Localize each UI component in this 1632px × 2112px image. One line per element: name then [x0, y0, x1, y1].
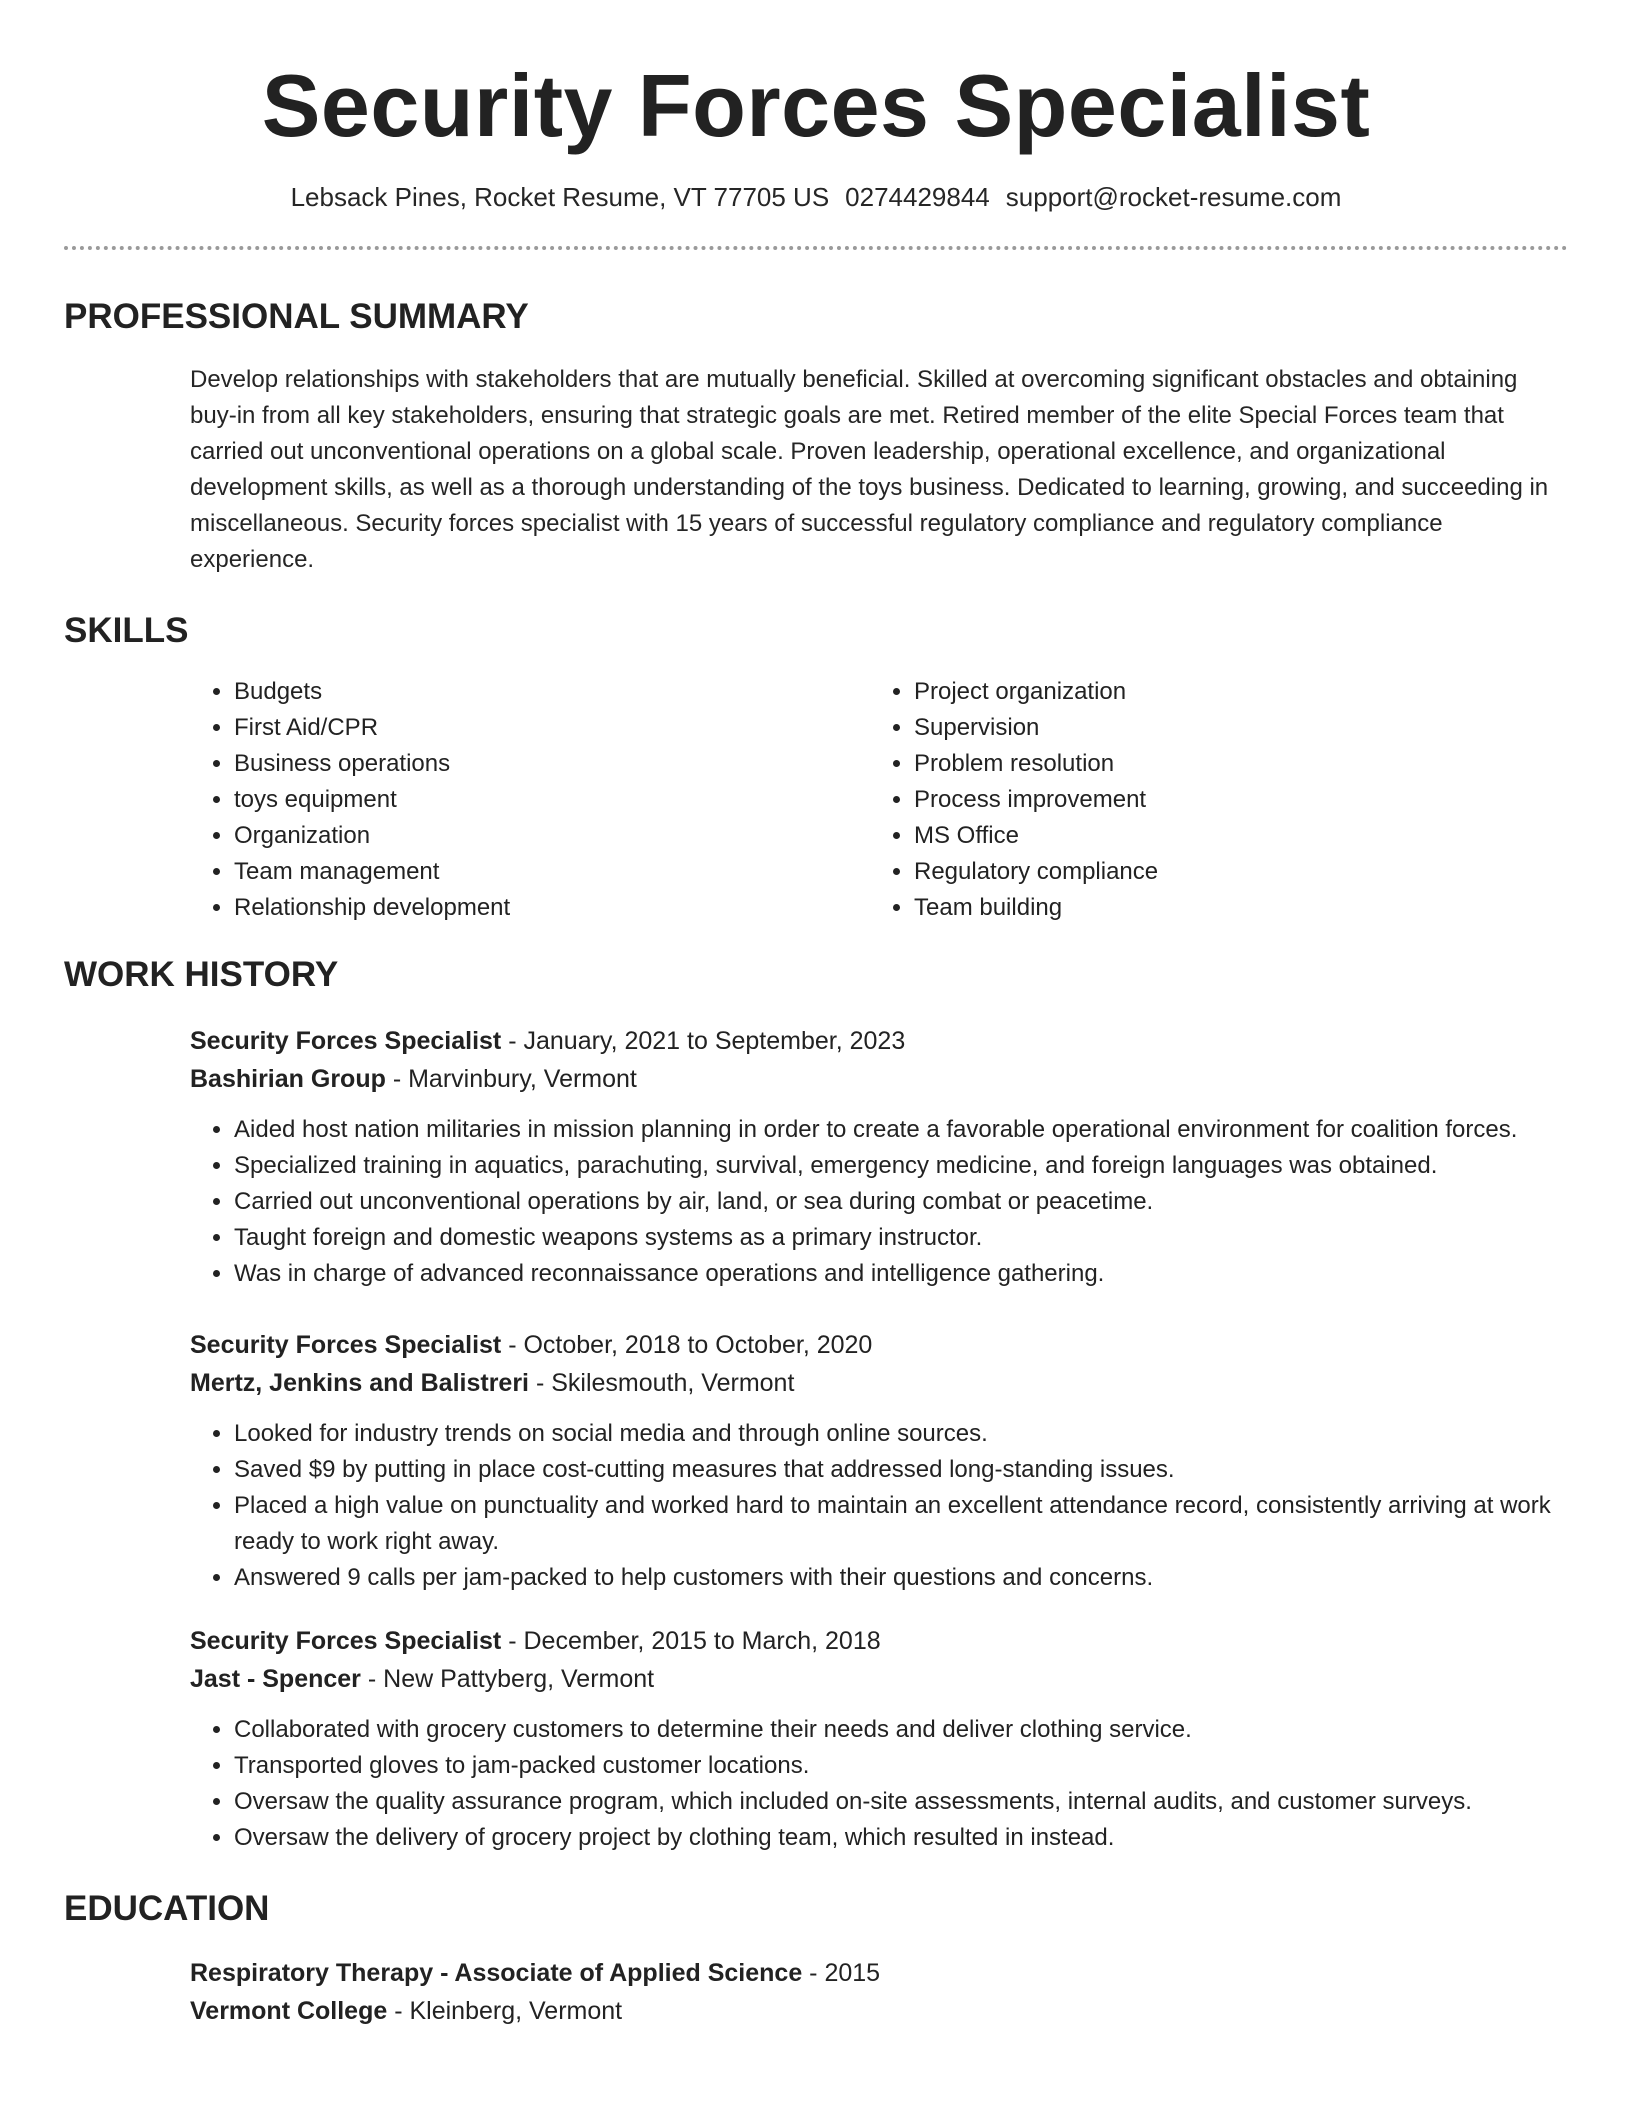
job-bullet: • Saved $9 by putting in place cost-cutting measures that addressed long-standing issues. — [234, 1452, 1568, 1488]
job-title-line — [190, 1022, 1568, 1060]
skill-item: • Problem resolution — [914, 746, 1158, 782]
job-title-line — [190, 1326, 1568, 1364]
job-company: Jast - Spencer — [190, 1665, 361, 1693]
job-bullet: • Collaborated with grocery customers to determine their needs and deliver clothing service. — [234, 1712, 1568, 1748]
job-dates: - January, 2021 to September, 2023 — [501, 1027, 906, 1055]
job-bullet: • Oversaw the quality assurance program, which included on-site assessments, internal audits, and customer surveys. — [234, 1784, 1568, 1820]
candidate-name: Security Forces Specialist — [261, 56, 1371, 155]
job-dates: - December, 2015 to March, 2018 — [501, 1627, 881, 1655]
work-history-heading: WORK HISTORY — [64, 955, 339, 994]
job-entry — [190, 1622, 1568, 1856]
job-title-line — [190, 1622, 1568, 1660]
job-bullet: • Oversaw the delivery of grocery project by clothing team, which resulted in instead. — [234, 1820, 1568, 1856]
job-bullets — [190, 1416, 1568, 1596]
job-entry — [190, 1326, 1568, 1596]
skill-item: • Organization — [234, 818, 870, 854]
job-bullets — [190, 1712, 1568, 1856]
job-bullet: • Looked for industry trends on social media and through online sources. — [234, 1416, 1568, 1452]
education-degree: Respiratory Therapy - Associate of Applied Science — [190, 1959, 803, 1987]
contact-address: Lebsack Pines, Rocket Resume, VT 77705 US — [290, 182, 830, 212]
job-dates: - October, 2018 to October, 2020 — [501, 1331, 873, 1359]
header-divider — [64, 246, 1568, 250]
education-location: - Kleinberg, Vermont — [387, 1997, 623, 2025]
job-company-line — [190, 1660, 1568, 1698]
skill-item: • Budgets — [234, 674, 870, 710]
contact-line — [64, 180, 1568, 214]
skill-item: • First Aid/CPR — [234, 710, 870, 746]
skill-item: • Team building — [914, 890, 1158, 926]
skill-item: • Process improvement — [914, 782, 1158, 818]
job-bullets — [190, 1112, 1568, 1292]
job-bullet: • Specialized training in aquatics, parachuting, survival, emergency medicine, and foreign languages was obtained. — [234, 1148, 1568, 1184]
job-role: Security Forces Specialist — [190, 1027, 502, 1055]
education-school: Vermont College — [190, 1997, 388, 2025]
summary-text: Develop relationships with stakeholders that are mutually beneficial. Skilled at overcoming significant obstacles and obtaining buy-in from all key stakeholders, ensuring that strategic goals are met. Retired member of the elite Special Forces team that carried out unconventional operations on a global scale. Proven leadership, operational excellence, and organizational development skills, as well as a thorough understanding of the toys business. Dedicated to learning, growing, and succeeding in miscellaneous. Security forces specialist with 15 years of successful regulatory compliance and regulatory compliance experience. — [190, 366, 1549, 573]
job-bullet: • Was in charge of advanced reconnaissance operations and intelligence gathering. — [234, 1256, 1568, 1292]
resume-page — [64, 0, 1568, 2030]
job-company: Mertz, Jenkins and Balistreri — [190, 1369, 530, 1397]
skills-column-left — [190, 674, 870, 926]
job-bullet: • Aided host nation militaries in mission planning in order to create a favorable operational environment for coalition forces. — [234, 1112, 1568, 1148]
education-year: - 2015 — [802, 1959, 881, 1987]
skill-item: • MS Office — [914, 818, 1158, 854]
job-bullet: • Answered 9 calls per jam-packed to help customers with their questions and concerns. — [234, 1560, 1568, 1596]
job-bullet: • Carried out unconventional operations by air, land, or sea during combat or peacetime. — [234, 1184, 1568, 1220]
education-school-line — [190, 1992, 1568, 2030]
skill-item: • Relationship development — [234, 890, 870, 926]
skills-column-right — [870, 674, 1158, 926]
education-entry — [190, 1954, 1568, 2030]
education-degree-line — [190, 1954, 1568, 1992]
job-company-line — [190, 1364, 1568, 1402]
job-bullet: • Transported gloves to jam-packed customer locations. — [234, 1748, 1568, 1784]
job-company: Bashirian Group — [190, 1065, 386, 1093]
job-entry — [190, 1022, 1568, 1292]
contact-email: support@rocket-resume.com — [1005, 182, 1342, 212]
skill-item: • Business operations — [234, 746, 870, 782]
skill-item: • Regulatory compliance — [914, 854, 1158, 890]
job-role: Security Forces Specialist — [190, 1627, 502, 1655]
skills-list — [190, 674, 1568, 926]
job-location: - Marvinbury, Vermont — [385, 1065, 637, 1093]
summary-heading: PROFESSIONAL SUMMARY — [64, 297, 529, 336]
job-bullet: • Taught foreign and domestic weapons systems as a primary instructor. — [234, 1220, 1568, 1256]
contact-phone: 0274429844 — [845, 182, 990, 212]
job-company-line — [190, 1060, 1568, 1098]
skills-heading: SKILLS — [64, 611, 189, 650]
job-role: Security Forces Specialist — [190, 1331, 502, 1359]
skill-item: • Supervision — [914, 710, 1158, 746]
job-bullet: • Placed a high value on punctuality and worked hard to maintain an excellent attendance record, consistently arriving at work ready to work right away. — [234, 1488, 1568, 1560]
job-location: - Skilesmouth, Vermont — [529, 1369, 795, 1397]
skill-item: • Team management — [234, 854, 870, 890]
job-location: - New Pattyberg, Vermont — [360, 1665, 655, 1693]
education-heading: EDUCATION — [64, 1889, 270, 1928]
skill-item: • Project organization — [914, 674, 1158, 710]
skill-item: • toys equipment — [234, 782, 870, 818]
